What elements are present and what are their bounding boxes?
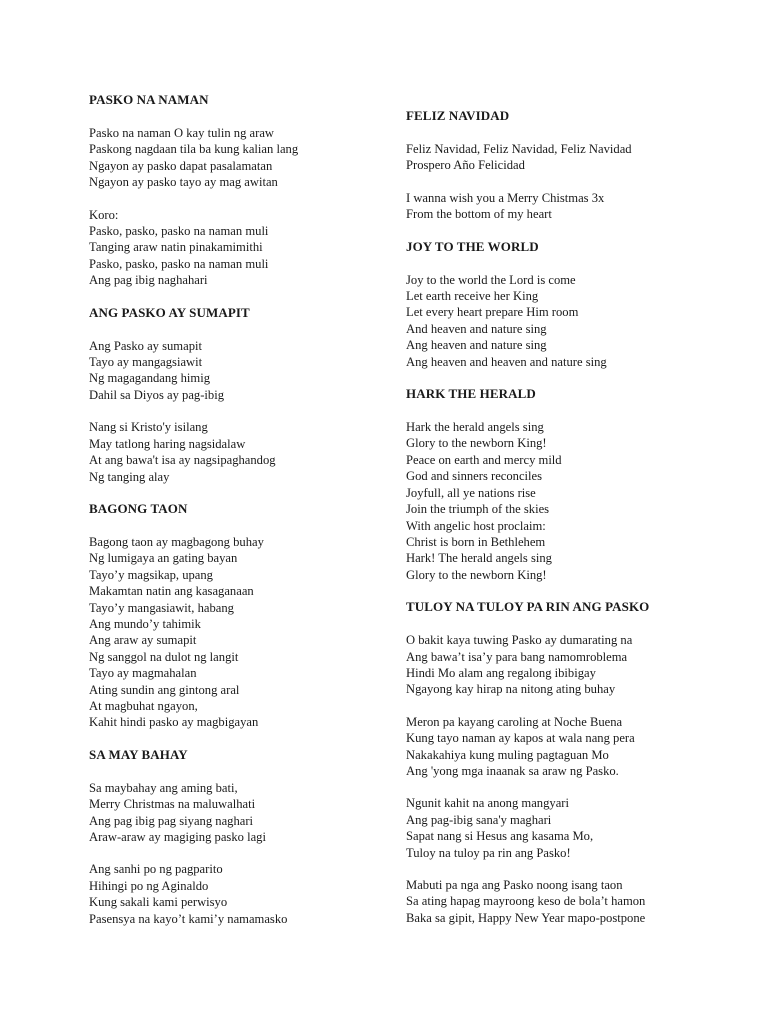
lyric-line: O bakit kaya tuwing Pasko ay dumarating na — [406, 633, 633, 648]
stanza — [89, 861, 389, 927]
lyric-line: Hark! The herald angels sing — [406, 551, 552, 566]
lyric-line: Ang mundo’y tahimik — [89, 616, 201, 631]
song-hark-the-herald — [406, 386, 746, 583]
lyric-line: Sa ating hapag mayroong keso de bola’t hamon — [406, 894, 646, 909]
lyric-line: Meron pa kayang caroling at Noche Buena — [406, 714, 623, 729]
song-title: HARK THE HERALD — [406, 386, 536, 402]
lyric-line: Kahit hindi pasko ay magbigayan — [89, 715, 259, 730]
lyric-line: Ng lumigaya an gating bayan — [89, 551, 238, 566]
lyric-line: Mabuti pa nga ang Pasko noong isang taon — [406, 878, 623, 892]
lyric-line: With angelic host proclaim: — [406, 518, 546, 533]
song-sa-may-bahay — [89, 747, 389, 927]
stanza — [89, 534, 389, 731]
stanza — [406, 632, 746, 698]
stanza — [406, 141, 746, 174]
lyric-line: Sa maybahay ang aming bati, — [89, 780, 238, 795]
lyric-line: Nakakahiya kung muling pagtaguan Mo — [406, 747, 609, 762]
song-title: PASKO NA NAMAN — [89, 92, 209, 107]
song-title: BAGONG TAON — [89, 500, 188, 516]
lyric-line: Ang pag-ibig sana'y maghari — [406, 812, 552, 827]
song-title: TULOY NA TULOY PA RIN ANG PASKO — [406, 599, 650, 615]
lyric-line: Makamtan natin ang kasaganaan — [89, 584, 254, 599]
song-title: ANG PASKO AY SUMAPIT — [89, 304, 250, 320]
lyric-line: Christ is born in Bethlehem — [406, 534, 546, 549]
lyric-line: Ang sanhi po ng pagparito — [89, 862, 223, 877]
song-ang-pasko-ay-sumapit — [89, 305, 389, 485]
lyric-line: Ng sanggol na dulot ng langit — [89, 649, 239, 664]
lyric-line: May tatlong haring nagsidalaw — [89, 436, 246, 451]
right-column — [406, 108, 746, 942]
lyric-line: Pasko, pasko, pasko na naman muli — [89, 256, 269, 271]
lyric-line: At magbuhat ngayon, — [89, 698, 198, 713]
lyric-line: Glory to the newborn King! — [406, 436, 547, 451]
song-bagong-taon — [89, 501, 389, 731]
stanza — [406, 419, 746, 583]
lyric-line: Kung sakali kami perwisyo — [89, 895, 228, 910]
song-joy-to-the-world — [406, 239, 746, 370]
lyric-line: Pasko na naman O kay tulin ng araw — [89, 126, 275, 140]
lyric-line: Pasensya na kayo’t kami’y namamasko — [89, 911, 288, 926]
lyric-line: Koro: — [89, 207, 119, 222]
lyric-line: Tayo’y magsikap, upang — [89, 567, 213, 582]
lyric-line: Hindi Mo alam ang regalong ibibigay — [406, 665, 596, 680]
lyric-line: Ngayon ay pasko tayo ay mag awitan — [89, 175, 278, 190]
lyric-line: Dahil sa Diyos ay pag-ibig — [89, 387, 225, 402]
lyric-line: Baka sa gipit, Happy New Year mapo-postpone — [406, 910, 646, 925]
lyric-line: Ng magagandang himig — [89, 371, 211, 386]
lyric-line: Paskong nagdaan tila ba kung kalian lang — [89, 142, 299, 157]
lyric-line: Tayo ay mangagsiawit — [89, 355, 203, 370]
lyric-line: Bagong taon ay magbagong buhay — [89, 534, 264, 549]
lyric-line: Pasko, pasko, pasko na naman muli — [89, 224, 269, 239]
song-title: SA MAY BAHAY — [89, 746, 188, 762]
lyric-line: Let every heart prepare Him room — [406, 305, 579, 320]
lyric-line: Ngunit kahit na anong mangyari — [406, 796, 569, 811]
lyric-line: Ang bawa’t isa’y para bang namomroblema — [406, 649, 628, 664]
lyric-line: Merry Christmas na maluwalhati — [89, 797, 256, 812]
lyric-line: Nang si Kristo'y isilang — [89, 420, 208, 435]
lyric-line: Feliz Navidad, Feliz Navidad, Feliz Navidad — [406, 142, 632, 156]
lyric-line: Kung tayo naman ay kapos at wala nang pera — [406, 731, 635, 746]
lyric-line: Ang araw ay sumapit — [89, 633, 197, 648]
stanza — [89, 207, 389, 289]
lyric-line: Ngayong kay hirap na nitong ating buhay — [406, 682, 616, 697]
song-title: JOY TO THE WORLD — [406, 238, 539, 254]
song-tuloy-na-tuloy-pa-rin-ang-pasko — [406, 599, 746, 926]
lyric-line: Ang 'yong mga inaanak sa araw ng Pasko. — [406, 763, 619, 778]
lyric-line: Ang heaven and nature sing — [406, 338, 547, 353]
lyric-line: Joyfull, all ye nations rise — [406, 485, 536, 500]
lyric-line: Joy to the world the Lord is come — [406, 272, 576, 287]
lyric-line: Glory to the newborn King! — [406, 567, 547, 582]
lyric-line: Araw-araw ay magiging pasko lagi — [89, 830, 266, 844]
song-title: FELIZ NAVIDAD — [406, 108, 510, 123]
lyric-line: Hihingi po ng Aginaldo — [89, 878, 209, 893]
stanza — [89, 419, 389, 485]
stanza — [406, 272, 746, 370]
lyric-line: Sapat nang si Hesus ang kasama Mo, — [406, 829, 594, 844]
song-pasko-na-naman — [89, 92, 389, 289]
left-column — [89, 92, 389, 943]
lyric-line: Ang Pasko ay sumapit — [89, 338, 202, 353]
lyric-line: Tanging araw natin pinakamimithi — [89, 240, 263, 255]
stanza — [89, 125, 389, 191]
lyric-line: God and sinners reconciles — [406, 469, 543, 484]
lyric-line: From the bottom of my heart — [406, 207, 552, 222]
lyric-line: Ng tanging alay — [89, 469, 170, 484]
lyric-line: Let earth receive her King — [406, 289, 539, 304]
lyric-line: Tuloy na tuloy pa rin ang Pasko! — [406, 845, 571, 860]
lyric-line: Hark the herald angels sing — [406, 420, 544, 435]
song-feliz-navidad — [406, 108, 746, 223]
lyric-line: Tayo ay magmahalan — [89, 666, 197, 681]
lyric-line: Ang heaven and heaven and nature sing — [406, 354, 607, 369]
lyric-line: Ang pag ibig naghahari — [89, 273, 208, 288]
lyric-line: Prospero Año Felicidad — [406, 158, 525, 173]
lyric-line: Join the triumph of the skies — [406, 502, 550, 517]
lyric-line: Ngayon ay pasko dapat pasalamatan — [89, 158, 273, 173]
stanza — [89, 780, 389, 846]
lyric-line: Tayo’y mangasiawit, habang — [89, 600, 234, 615]
stanza — [406, 714, 746, 780]
lyric-line: I wanna wish you a Merry Chistmas 3x — [406, 190, 605, 205]
lyric-line: Ating sundin ang gintong aral — [89, 682, 240, 697]
lyric-line: Peace on earth and mercy mild — [406, 452, 562, 467]
lyric-line: And heaven and nature sing — [406, 321, 547, 336]
stanza — [406, 190, 746, 223]
lyric-line: Ang pag ibig pag siyang naghari — [89, 813, 254, 828]
stanza — [406, 795, 746, 861]
stanza — [406, 877, 746, 926]
lyric-line: At ang bawa't isa ay nagsipaghandog — [89, 453, 276, 468]
stanza — [89, 338, 389, 404]
